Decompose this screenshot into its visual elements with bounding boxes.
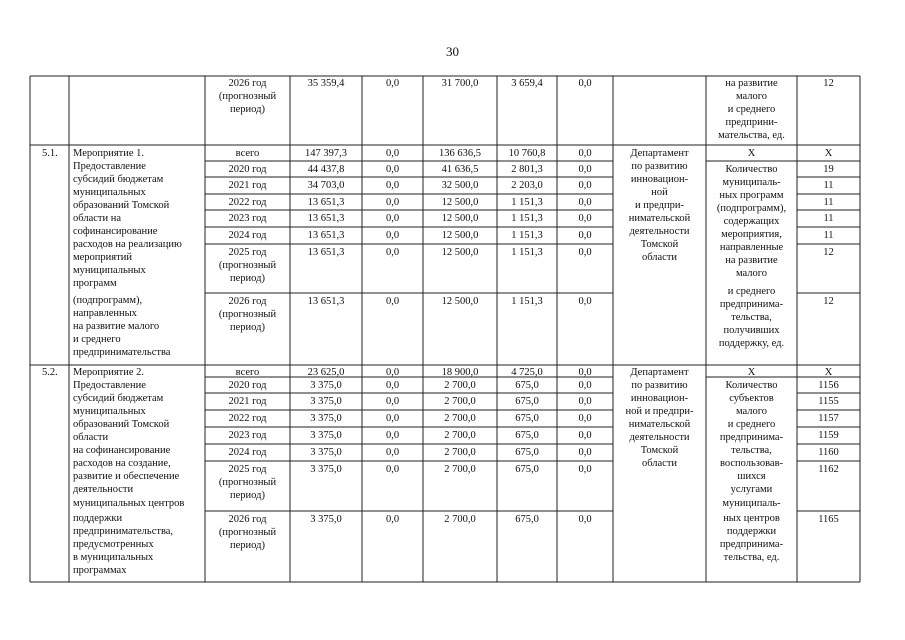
target-value: 19 xyxy=(823,164,834,175)
cont-extra: 0,0 xyxy=(578,78,592,89)
measure-name-line: Предоставление xyxy=(73,380,146,391)
cont-indicator-line: малого xyxy=(735,91,768,102)
indicator-line: предпринима- xyxy=(719,299,784,310)
measure-name-line: области на xyxy=(73,213,122,224)
year-label: 2026 год xyxy=(228,514,267,525)
year-label: 2025 год xyxy=(228,247,267,258)
cell-federal: 0,0 xyxy=(385,514,400,525)
cell-extra: 0,0 xyxy=(578,247,592,258)
row-number: 5.2. xyxy=(42,367,58,378)
cell-extra: 0,0 xyxy=(578,430,592,441)
cell-local: 675,0 xyxy=(515,447,539,458)
indicator-line: малого xyxy=(735,406,768,417)
cell-total: 3 375,0 xyxy=(310,380,342,391)
year-label: 2025 год xyxy=(228,464,267,475)
year-label: 2023 год xyxy=(228,430,267,441)
executor-line: деятельности xyxy=(629,226,690,237)
target-value: 1162 xyxy=(818,464,839,475)
executor-line: инновацион- xyxy=(630,393,689,404)
cell-extra: 0,0 xyxy=(578,413,592,424)
cell-federal: 0,0 xyxy=(385,413,400,424)
year-label: 2020 год xyxy=(228,380,267,391)
indicator-line: воспользовав- xyxy=(719,458,784,469)
year-label: 2026 год xyxy=(228,296,267,307)
cell-total: 3 375,0 xyxy=(310,396,342,407)
indicator-line: направленные xyxy=(719,242,784,253)
cell-extra: 0,0 xyxy=(578,197,592,208)
indicator-line: Количество xyxy=(725,164,778,175)
cell-regional: 18 900,0 xyxy=(441,367,479,378)
measure-name-line: поддержки xyxy=(73,513,123,524)
cell-local: 10 760,8 xyxy=(508,148,546,159)
executor-line: Томской xyxy=(640,239,679,250)
measure-name-line: муниципальных xyxy=(73,406,146,417)
target-value: 1160 xyxy=(818,447,839,458)
indicator-line: шихся xyxy=(737,471,766,482)
measure-name-line: на софинансирование xyxy=(73,445,171,456)
cont-indicator-line: мательства, ед. xyxy=(718,130,785,141)
cell-regional: 12 500,0 xyxy=(441,213,479,224)
cell-total: 13 651,3 xyxy=(307,230,345,241)
target-value: 12 xyxy=(823,247,834,258)
measure-name-line: расходов на реализацию xyxy=(73,239,182,250)
indicator-line: (подпрограмм), xyxy=(716,203,787,214)
target-value: 1155 xyxy=(818,396,839,407)
measure-name-line: предусмотренных xyxy=(73,539,154,550)
cell-regional: 32 500,0 xyxy=(441,180,479,191)
cell-extra: 0,0 xyxy=(578,148,592,159)
cell-total: 44 437,8 xyxy=(307,164,345,175)
cell-extra: 0,0 xyxy=(578,230,592,241)
measure-name-line: предпринимательства xyxy=(73,347,171,358)
indicator-line: поддержки xyxy=(726,526,777,537)
measure-name-line: в муниципальных xyxy=(73,552,154,563)
cell-total: 34 703,0 xyxy=(307,180,345,191)
cell-total: 13 651,3 xyxy=(307,296,345,307)
measure-name-line: Мероприятие 2. xyxy=(73,367,145,378)
measure-name-line: программ xyxy=(73,278,117,289)
cell-regional: 12 500,0 xyxy=(441,296,479,307)
cell-total: 13 651,3 xyxy=(307,197,345,208)
executor-line: ной и предпри- xyxy=(625,406,694,417)
cell-federal: 0,0 xyxy=(385,213,400,224)
measure-name-line: (подпрограмм), xyxy=(73,295,143,306)
indicator-line: Количество xyxy=(725,380,778,391)
target-value: Х xyxy=(824,148,833,159)
cell-federal: 0,0 xyxy=(385,164,400,175)
measure-name-line: развитие и обеспечение xyxy=(73,471,180,482)
target-value: 1157 xyxy=(818,413,839,424)
indicator-line: предпринима- xyxy=(719,539,784,550)
cont-target: 12 xyxy=(823,78,834,89)
indicator-line: муниципаль- xyxy=(722,177,781,188)
indicator-line: ных центров xyxy=(723,513,780,524)
executor-line: области xyxy=(641,458,678,469)
cell-extra: 0,0 xyxy=(578,164,592,175)
target-value: 11 xyxy=(823,213,834,224)
cell-total: 3 375,0 xyxy=(310,430,342,441)
cell-extra: 0,0 xyxy=(578,180,592,191)
measure-name-line: софинансирование xyxy=(73,226,158,237)
cell-extra: 0,0 xyxy=(578,296,592,307)
indicator-line: малого xyxy=(735,268,768,279)
measure-name-line: Мероприятие 1. xyxy=(73,148,145,159)
year-label: период) xyxy=(230,490,265,501)
cell-extra: 0,0 xyxy=(578,396,592,407)
cont-regional: 31 700,0 xyxy=(441,78,479,89)
year-label: 2022 год xyxy=(228,413,267,424)
cell-local: 1 151,3 xyxy=(511,247,543,258)
cell-total: 13 651,3 xyxy=(307,213,345,224)
measure-name-line: муниципальных xyxy=(73,187,146,198)
cont-federal: 0,0 xyxy=(385,78,400,89)
cell-regional: 12 500,0 xyxy=(441,197,479,208)
cell-regional: 2 700,0 xyxy=(444,396,476,407)
executor-line: нимательской xyxy=(628,213,691,224)
cell-federal: 0,0 xyxy=(385,464,400,475)
cell-local: 675,0 xyxy=(515,380,539,391)
cell-regional: 41 636,5 xyxy=(441,164,479,175)
cell-federal: 0,0 xyxy=(385,247,400,258)
year-label: 2024 год xyxy=(228,447,267,458)
cell-total: 13 651,3 xyxy=(307,247,345,258)
measure-name-line: предпринимательства, xyxy=(73,526,174,537)
indicator-line: тельства, xyxy=(731,312,772,323)
target-value: 1159 xyxy=(818,430,839,441)
measure-name-line: и среднего xyxy=(73,334,121,345)
cell-extra: 0,0 xyxy=(578,464,592,475)
cell-local: 675,0 xyxy=(515,396,539,407)
indicator-line: субъектов xyxy=(729,393,774,404)
cell-local: 675,0 xyxy=(515,514,539,525)
measure-name-line: муниципальных xyxy=(73,265,146,276)
cell-regional: 2 700,0 xyxy=(444,413,476,424)
measure-name-line: направленных xyxy=(73,308,137,319)
executor-line: Департамент xyxy=(630,367,689,378)
year-label: период) xyxy=(230,273,265,284)
measure-name-line: образований Томской xyxy=(73,200,170,211)
cont-period-line: 2026 год xyxy=(228,78,267,89)
cell-regional: 2 700,0 xyxy=(444,514,476,525)
cell-extra: 0,0 xyxy=(578,447,592,458)
cell-local: 675,0 xyxy=(515,464,539,475)
cell-local: 2 801,3 xyxy=(511,164,543,175)
indicator-line: содержащих xyxy=(723,216,780,227)
indicator-line: поддержку, ед. xyxy=(718,338,785,349)
cell-total: 3 375,0 xyxy=(310,464,342,475)
cont-indicator-line: и среднего xyxy=(727,104,776,115)
indicator-line: муниципаль- xyxy=(722,498,781,509)
executor-line: по развитию xyxy=(631,161,688,172)
cell-local: 1 151,3 xyxy=(511,197,543,208)
cont-period-line: период) xyxy=(230,104,265,115)
cont-indicator-line: предприни- xyxy=(725,117,778,128)
year-label: (прогнозный xyxy=(218,527,277,538)
year-label: 2022 год xyxy=(228,197,267,208)
year-label: 2024 год xyxy=(228,230,267,241)
indicator-line: на развитие xyxy=(725,255,778,266)
executor-line: нимательской xyxy=(628,419,691,430)
cell-federal: 0,0 xyxy=(385,148,400,159)
page-number: 30 xyxy=(446,44,459,59)
executor-line: деятельности xyxy=(629,432,690,443)
cell-federal: 0,0 xyxy=(385,180,400,191)
measure-name-line: субсидий бюджетам xyxy=(73,393,164,404)
executor-line: Департамент xyxy=(630,148,689,159)
indicator-line: услугами xyxy=(730,484,773,495)
cell-local: 2 203,0 xyxy=(511,180,543,191)
executor-line: по развитию xyxy=(631,380,688,391)
executor-line: области xyxy=(641,252,678,263)
cell-regional: 12 500,0 xyxy=(441,247,479,258)
cell-total: 23 625,0 xyxy=(307,367,345,378)
year-label: (прогнозный xyxy=(218,477,277,488)
executor-line: Томской xyxy=(640,445,679,456)
cell-regional: 2 700,0 xyxy=(444,430,476,441)
cont-local: 3 659,4 xyxy=(511,78,543,89)
indicator-line: предпринима- xyxy=(719,432,784,443)
measure-name-line: области xyxy=(73,432,109,443)
cell-federal: 0,0 xyxy=(385,230,400,241)
year-label: период) xyxy=(230,322,265,333)
indicator-line: мероприятия, xyxy=(721,229,782,240)
cell-total: 3 375,0 xyxy=(310,413,342,424)
cell-extra: 0,0 xyxy=(578,367,592,378)
cell-federal: 0,0 xyxy=(385,380,400,391)
indicator-line: Х xyxy=(747,367,756,378)
cont-period-line: (прогнозный xyxy=(218,91,277,102)
row-number: 5.1. xyxy=(42,148,58,159)
target-value: 11 xyxy=(823,197,834,208)
cell-regional: 2 700,0 xyxy=(444,380,476,391)
year-label: 2021 год xyxy=(228,180,267,191)
year-label: период) xyxy=(230,540,265,551)
cell-extra: 0,0 xyxy=(578,380,592,391)
year-label: (прогнозный xyxy=(218,260,277,271)
year-label: 2020 год xyxy=(228,164,267,175)
cell-local: 4 725,0 xyxy=(511,367,543,378)
cell-local: 675,0 xyxy=(515,413,539,424)
cell-regional: 2 700,0 xyxy=(444,447,476,458)
cell-total: 3 375,0 xyxy=(310,514,342,525)
executor-line: инновацион- xyxy=(630,174,689,185)
target-value: 12 xyxy=(823,296,834,307)
target-value: 1156 xyxy=(818,380,839,391)
measure-name-line: деятельности xyxy=(73,484,134,495)
cell-total: 3 375,0 xyxy=(310,447,342,458)
year-label: 2023 год xyxy=(228,213,267,224)
indicator-line: тельства, xyxy=(731,445,772,456)
year-label: 2021 год xyxy=(228,396,267,407)
cell-local: 1 151,3 xyxy=(511,296,543,307)
measure-name-line: субсидий бюджетам xyxy=(73,174,164,185)
target-value: Х xyxy=(824,367,833,378)
year-label: всего xyxy=(235,148,260,159)
cell-local: 1 151,3 xyxy=(511,230,543,241)
cell-federal: 0,0 xyxy=(385,447,400,458)
cell-local: 675,0 xyxy=(515,430,539,441)
cell-extra: 0,0 xyxy=(578,213,592,224)
cell-regional: 2 700,0 xyxy=(444,464,476,475)
indicator-line: тельства, ед. xyxy=(723,552,780,563)
measure-name-line: мероприятий xyxy=(73,252,132,263)
cell-federal: 0,0 xyxy=(385,197,400,208)
cell-regional: 136 636,5 xyxy=(439,148,481,159)
cell-federal: 0,0 xyxy=(385,430,400,441)
cell-total: 147 397,3 xyxy=(305,148,347,159)
cell-regional: 12 500,0 xyxy=(441,230,479,241)
year-label: (прогнозный xyxy=(218,309,277,320)
target-value: 1165 xyxy=(818,514,839,525)
target-value: 11 xyxy=(823,180,834,191)
indicator-line: и среднего xyxy=(727,286,776,297)
cont-total: 35 359,4 xyxy=(307,78,345,89)
indicator-line: ных программ xyxy=(719,190,784,201)
indicator-line: получивших xyxy=(723,325,780,336)
year-label: всего xyxy=(235,367,260,378)
measure-name-line: на развитие малого xyxy=(73,321,160,332)
indicator-line: и среднего xyxy=(727,419,776,430)
cell-federal: 0,0 xyxy=(385,296,400,307)
measure-name-line: Предоставление xyxy=(73,161,146,172)
measure-name-line: образований Томской xyxy=(73,419,170,430)
measure-name-line: муниципальных центров xyxy=(73,498,185,509)
measure-name-line: расходов на создание, xyxy=(73,458,171,469)
executor-line: ной xyxy=(651,187,668,198)
target-value: 11 xyxy=(823,230,834,241)
cont-indicator-line: на развитие xyxy=(725,78,778,89)
cell-extra: 0,0 xyxy=(578,514,592,525)
measure-name-line: программах xyxy=(73,565,127,576)
executor-line: и предпри- xyxy=(635,200,684,211)
indicator-line: Х xyxy=(747,148,756,159)
cell-federal: 0,0 xyxy=(385,396,400,407)
cell-federal: 0,0 xyxy=(385,367,400,378)
cell-local: 1 151,3 xyxy=(511,213,543,224)
